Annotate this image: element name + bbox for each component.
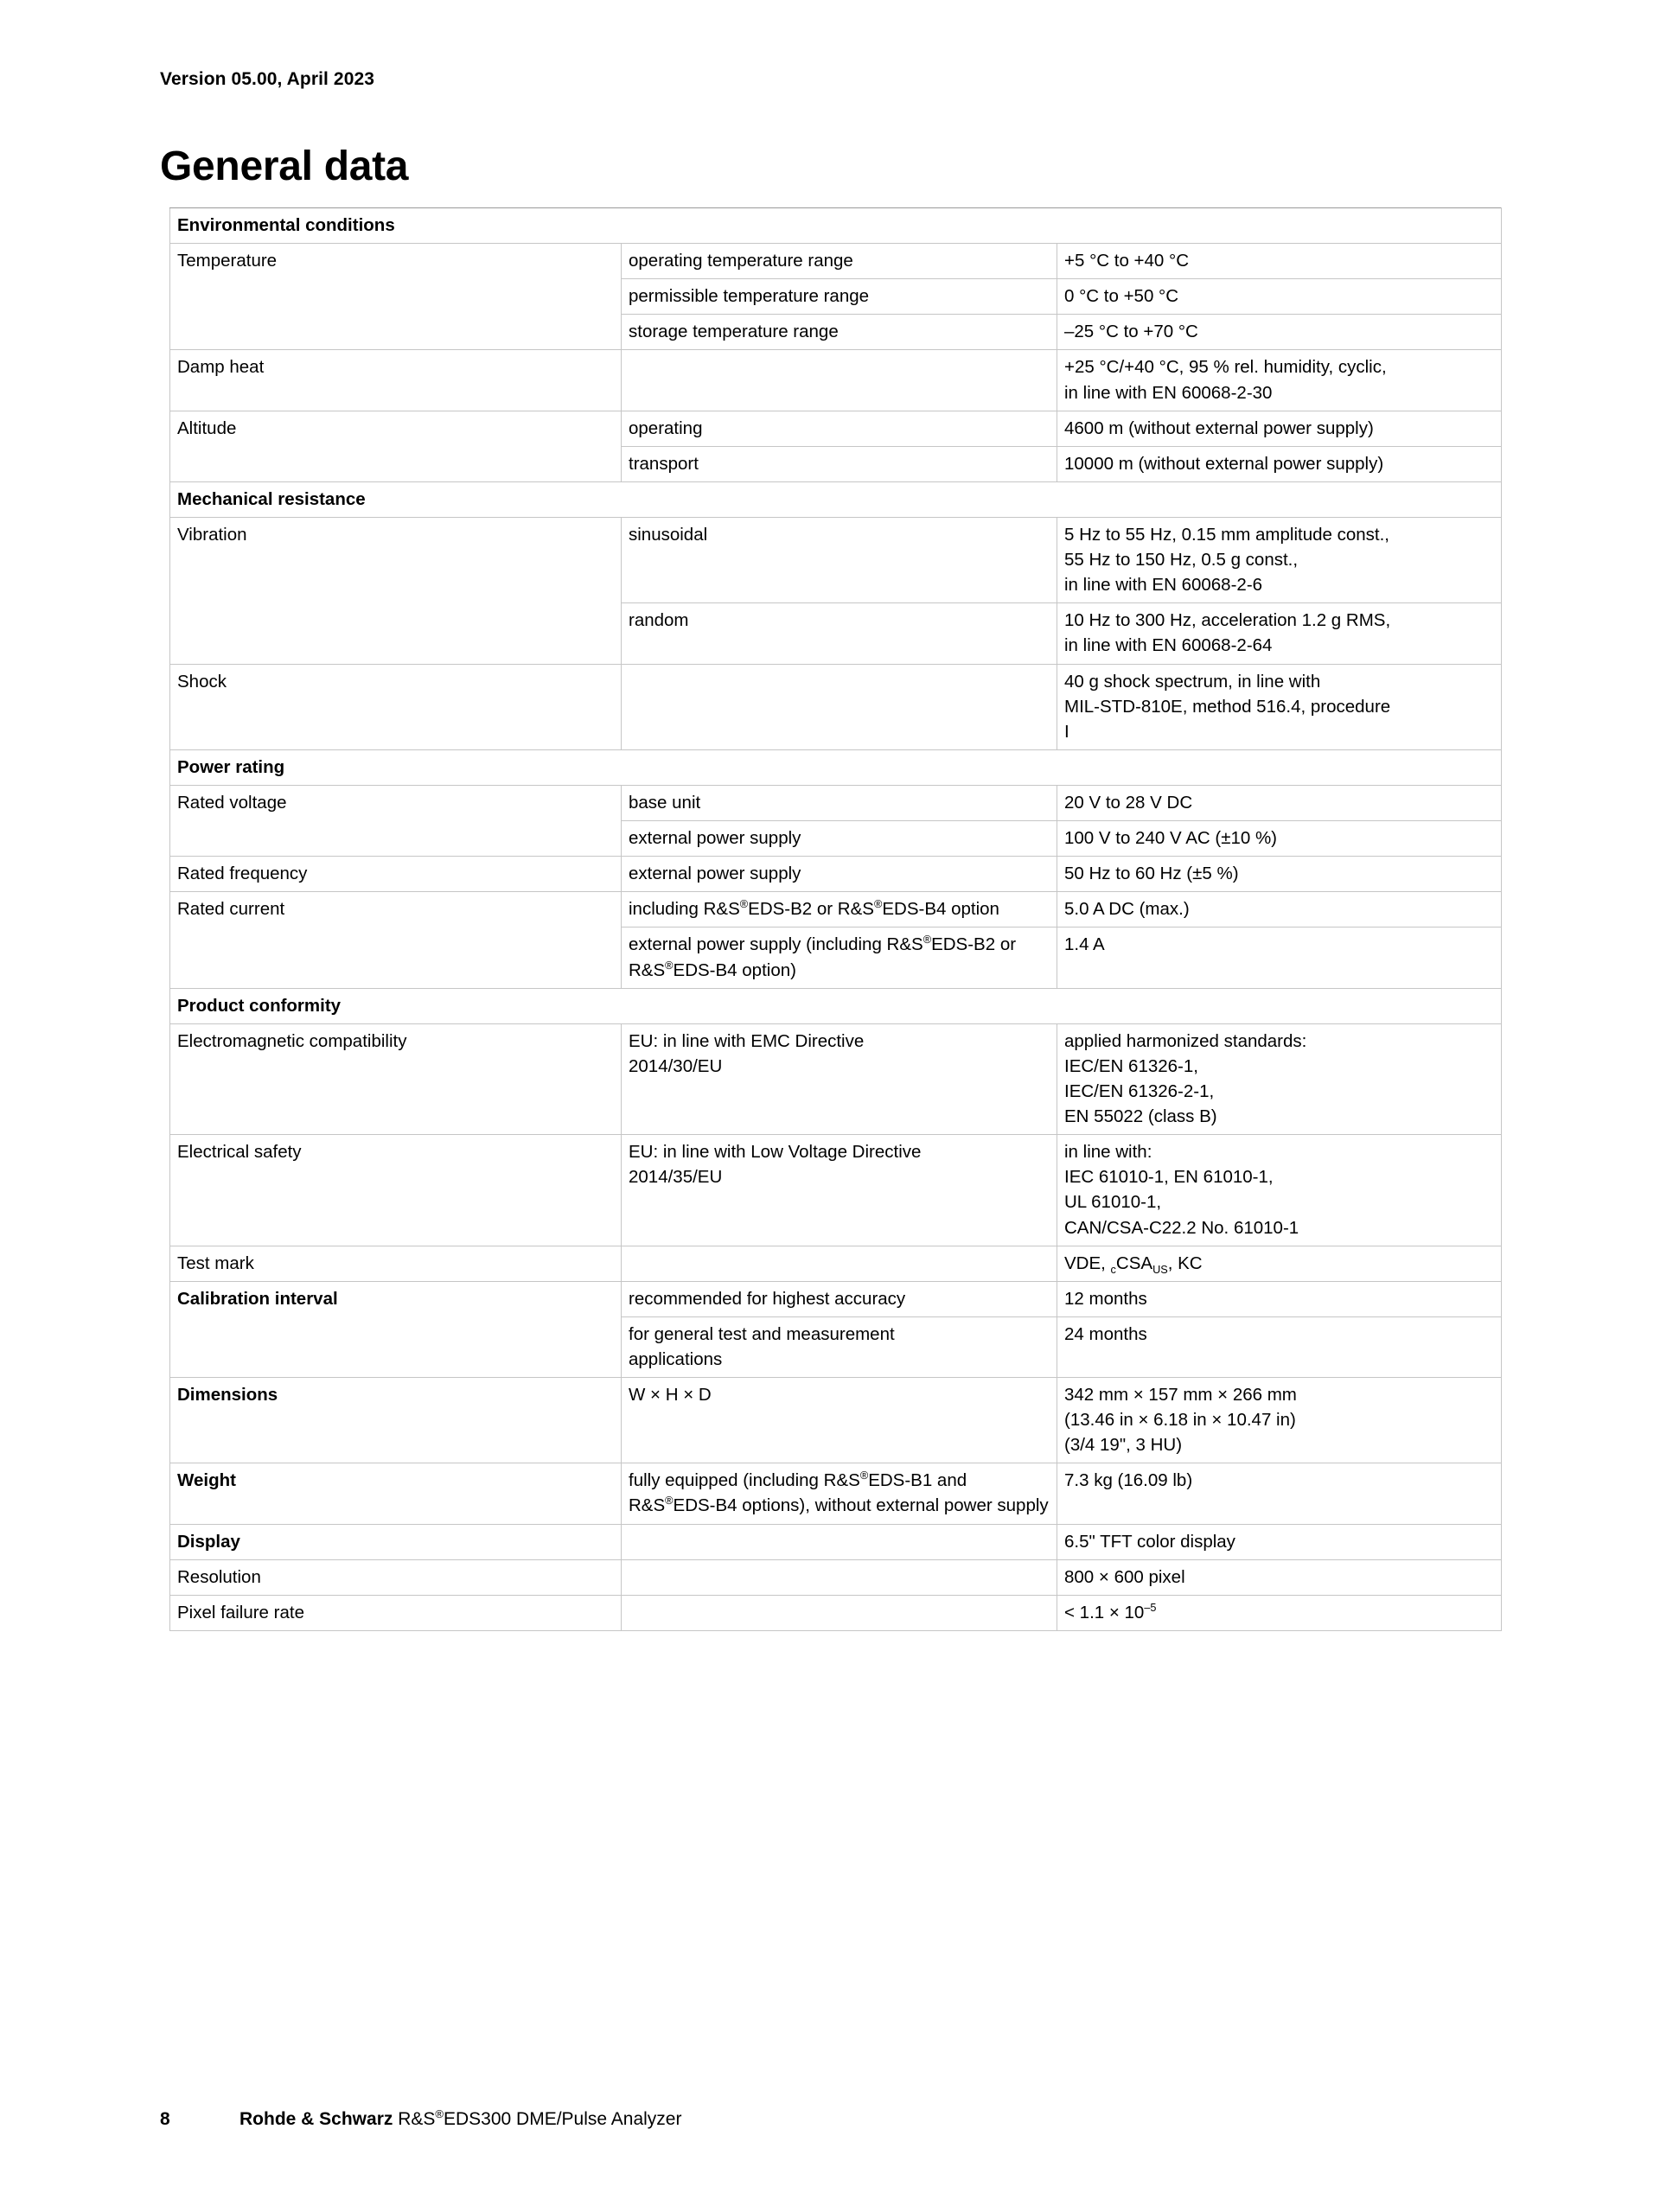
value-cell: VDE, $_cCSA_{US}$, KC	[1057, 1246, 1502, 1281]
param-cell: Display	[170, 1524, 622, 1559]
value-cell: 10000 m (without external power supply)	[1057, 446, 1502, 481]
table-row	[170, 350, 1502, 411]
param-cell: Rated voltage	[170, 785, 622, 856]
value-cell: 24 months	[1057, 1316, 1502, 1377]
general-data-table	[169, 207, 1502, 1631]
param-cell: Weight	[170, 1463, 622, 1524]
subparam-cell: permissible temperature range	[622, 279, 1057, 315]
param-cell: Resolution	[170, 1559, 622, 1595]
param-cell: Rated current	[170, 892, 622, 988]
subparam-cell: operating temperature range	[622, 244, 1057, 279]
footer-brand: Rohde & Schwarz	[239, 2109, 393, 2129]
section-heading: Product conformity	[170, 988, 1502, 1023]
table-row	[170, 411, 1502, 446]
table-row	[170, 857, 1502, 892]
subparam-cell: sinusoidal	[622, 517, 1057, 602]
param-cell: Test mark	[170, 1246, 622, 1281]
param-cell: Rated frequency	[170, 857, 622, 892]
param-cell: Altitude	[170, 411, 622, 481]
version-line: Version 05.00, April 2023	[160, 69, 375, 89]
subparam-cell: recommended for highest accuracy	[622, 1281, 1057, 1316]
param-cell: Pixel failure rate	[170, 1595, 622, 1630]
param-cell: Calibration interval	[170, 1281, 622, 1377]
table-row	[170, 892, 1502, 928]
page-footer	[160, 2109, 681, 2130]
table-row	[170, 1595, 1502, 1630]
value-cell: 800 × 600 pixel	[1057, 1559, 1502, 1595]
subparam-cell: W × H × D	[622, 1378, 1057, 1463]
param-cell: Damp heat	[170, 350, 622, 411]
subparam-cell: external power supply	[622, 821, 1057, 857]
subparam-cell	[622, 350, 1057, 411]
param-cell: Temperature	[170, 244, 622, 350]
value-cell: 5 Hz to 55 Hz, 0.15 mm amplitude const., 55 Hz to 150 Hz, 0.5 g const., in line with EN 60068-2-6	[1057, 517, 1502, 602]
table-row	[170, 1524, 1502, 1559]
subparam-cell: operating	[622, 411, 1057, 446]
value-cell: 342 mm × 157 mm × 266 mm (13.46 in × 6.18 in × 10.47 in) (3/4 19", 3 HU)	[1057, 1378, 1502, 1463]
subparam-cell: EU: in line with Low Voltage Directive 2014/35/EU	[622, 1135, 1057, 1246]
footer-product-prefix: R&S	[398, 2109, 436, 2129]
value-cell: 6.5" TFT color display	[1057, 1524, 1502, 1559]
value-cell: 50 Hz to 60 Hz (±5 %)	[1057, 857, 1502, 892]
footer-page-number: 8	[160, 2109, 170, 2129]
value-cell: 20 V to 28 V DC	[1057, 785, 1502, 820]
table-row	[170, 1023, 1502, 1134]
value-cell: < $1.1 \times 10^{-5}$	[1057, 1595, 1502, 1630]
value-cell: –25 °C to +70 °C	[1057, 315, 1502, 350]
footer-product	[393, 2109, 681, 2129]
value-cell: 40 g shock spectrum, in line with MIL-STD-810E, method 516.4, procedure I	[1057, 664, 1502, 749]
table-row	[170, 785, 1502, 820]
section-heading: Mechanical resistance	[170, 481, 1502, 517]
section-header-row	[170, 749, 1502, 785]
value-cell: 10 Hz to 300 Hz, acceleration 1.2 g RMS, in line with EN 60068-2-64	[1057, 603, 1502, 664]
value-cell: +25 °C/+40 °C, 95 % rel. humidity, cyclic, in line with EN 60068-2-30	[1057, 350, 1502, 411]
value-cell: 1.4 A	[1057, 928, 1502, 988]
subparam-cell: transport	[622, 446, 1057, 481]
subparam-cell: fully equipped (including R&S®EDS-B1 and R&S®EDS-B4 options), without external power supply	[622, 1463, 1057, 1524]
table-row	[170, 1378, 1502, 1463]
page-title: General data	[160, 143, 409, 189]
table-body	[170, 208, 1502, 1631]
value-cell: 7.3 kg (16.09 lb)	[1057, 1463, 1502, 1524]
table-row	[170, 1135, 1502, 1246]
param-cell: Vibration	[170, 517, 622, 664]
table-row	[170, 517, 1502, 602]
value-cell: 100 V to 240 V AC (±10 %)	[1057, 821, 1502, 857]
value-cell: 12 months	[1057, 1281, 1502, 1316]
subparam-cell	[622, 1524, 1057, 1559]
param-cell: Electromagnetic compatibility	[170, 1023, 622, 1134]
value-cell: +5 °C to +40 °C	[1057, 244, 1502, 279]
section-heading: Power rating	[170, 749, 1502, 785]
table-row	[170, 1281, 1502, 1316]
subparam-cell	[622, 664, 1057, 749]
subparam-cell: including R&S®EDS-B2 or R&S®EDS-B4 option	[622, 892, 1057, 928]
registered-mark-icon: ®	[435, 2107, 444, 2120]
table-row	[170, 664, 1502, 749]
value-cell: 0 °C to +50 °C	[1057, 279, 1502, 315]
value-cell: 4600 m (without external power supply)	[1057, 411, 1502, 446]
subparam-cell: base unit	[622, 785, 1057, 820]
subparam-cell: external power supply	[622, 857, 1057, 892]
subparam-cell: EU: in line with EMC Directive 2014/30/EU	[622, 1023, 1057, 1134]
table-row	[170, 1559, 1502, 1595]
subparam-cell	[622, 1559, 1057, 1595]
section-heading: Environmental conditions	[170, 208, 1502, 244]
param-cell: Electrical safety	[170, 1135, 622, 1246]
param-cell: Shock	[170, 664, 622, 749]
section-header-row	[170, 208, 1502, 244]
footer-product-name: EDS300 DME/Pulse Analyzer	[444, 2109, 682, 2129]
section-header-row	[170, 481, 1502, 517]
subparam-cell	[622, 1246, 1057, 1281]
section-header-row	[170, 988, 1502, 1023]
subparam-cell: for general test and measurement applications	[622, 1316, 1057, 1377]
table-row	[170, 244, 1502, 279]
subparam-cell: external power supply (including R&S®EDS-B2 or R&S®EDS-B4 option)	[622, 928, 1057, 988]
table-row	[170, 1246, 1502, 1281]
param-cell: Dimensions	[170, 1378, 622, 1463]
value-cell: applied harmonized standards: IEC/EN 61326-1, IEC/EN 61326-2-1, EN 55022 (class B)	[1057, 1023, 1502, 1134]
value-cell: 5.0 A DC (max.)	[1057, 892, 1502, 928]
subparam-cell: storage temperature range	[622, 315, 1057, 350]
table-row	[170, 1463, 1502, 1524]
subparam-cell: random	[622, 603, 1057, 664]
subparam-cell	[622, 1595, 1057, 1630]
value-cell: in line with: IEC 61010-1, EN 61010-1, UL 61010-1, CAN/CSA-C22.2 No. 61010-1	[1057, 1135, 1502, 1246]
